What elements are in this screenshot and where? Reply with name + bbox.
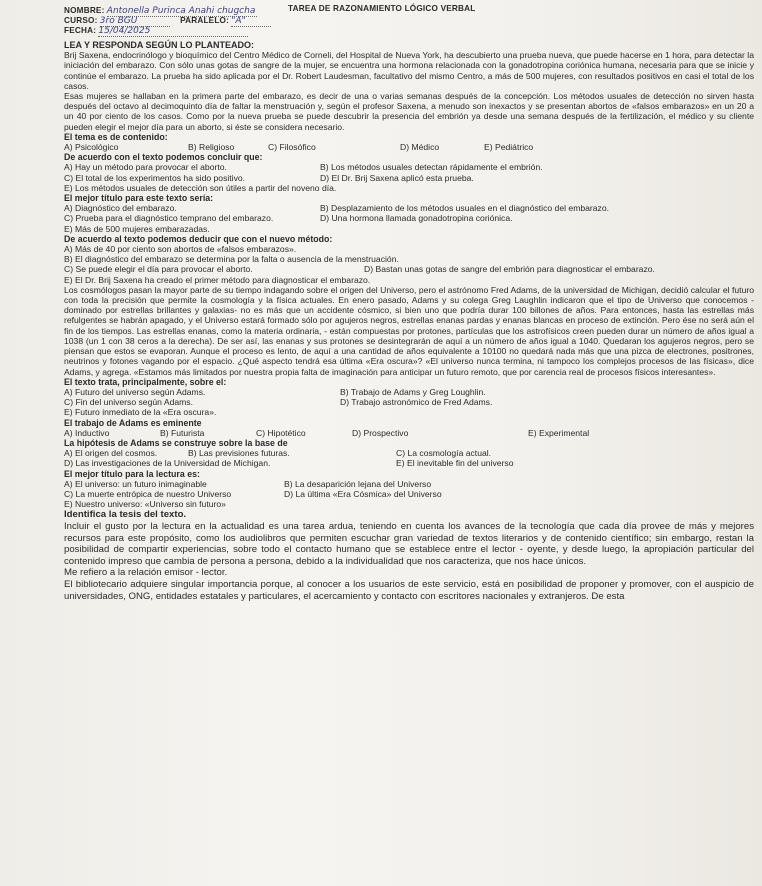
q8-option[interactable]: B) La desaparición lejana del Universo: [284, 478, 432, 489]
q5-stem: El texto trata, principalmente, sobre el:: [64, 376, 227, 387]
q4-option[interactable]: A) Más de 40 por ciento son abortos de «falsos embarazos».: [64, 244, 297, 255]
section1-paragraph-2: Esas mujeres se hallaban en la primera parte del embarazo, es decir de una o varias semanas después de la concepción. Los métodos usuales de detección no sirven hasta después del octavo al decimoquinto día de faltar la menstruación y, según el profesor Saxena, a menudo son inexactos y se presentan abortos de «falsos embarazos» en un 20 a un 40 por ciento de los casos. Como por la nueva prueba se puede descubrir la presencia del embrión ya desde una semana después de la fertilización, el médico y su cliente pueden elegir el mejor día para un aborto, si éste se considera necesario.: [64, 91, 754, 132]
q5-option[interactable]: C) Fin del universo según Adams.: [64, 397, 193, 408]
paralelo-label: PARALELO:: [180, 16, 230, 25]
q2-option[interactable]: E) Los métodos usuales de detección son útiles a partir del noveno día.: [64, 182, 337, 193]
fecha-row: [64, 26, 248, 37]
q5-option[interactable]: B) Trabajo de Adams y Greg Loughlin.: [340, 386, 486, 397]
worksheet-body: [64, 40, 754, 602]
q7-stem: La hipótesis de Adams se construye sobre la base de: [64, 437, 288, 448]
section1-paragraph-1: Brij Saxena, endocrinólogo y bioquímico del Centro Médico de Corneli, del Hospital de Nueva York, ha descubierto una prueba nueva, que puede hacerse en 1 hora, para detectar la iniciación del embarazo. Con sólo unas gotas de sangre de la mujer, se encuentra una hormona relacionada con la gonadotropina coriónica humana, necesaria para que se inicie y continúe el embarazo. La prueba ha sido aplicada por el Dr. Robert Laudesman, facultativo del mismo Centro, a más de 500 mujeres, con resultados positivos en casi el total de los casos.: [64, 50, 754, 91]
q5-option[interactable]: A) Futuro del universo según Adams.: [64, 386, 206, 397]
q9-stem: Identifica la tesis del texto.: [64, 509, 187, 521]
q4-option[interactable]: B) El diagnóstico del embarazo se determina por la falta o ausencia de la menstruación.: [64, 254, 399, 265]
curso-label: CURSO:: [64, 16, 98, 25]
q4-option[interactable]: C) Se puede elegir el día para provocar el aborto.: [64, 264, 253, 275]
q7-option[interactable]: A) El origen del cosmos.: [64, 448, 158, 459]
q1-options: [64, 142, 754, 152]
q4-stem: De acuerdo al texto podemos deducir que con el nuevo método:: [64, 233, 333, 244]
q10-stem: Me refiero a la relación emisor - lector.: [64, 567, 228, 579]
q6-option[interactable]: A) Inductivo: [64, 427, 110, 438]
q7-option[interactable]: C) La cosmología actual.: [396, 448, 492, 459]
q1-option[interactable]: A) Psicológico: [64, 142, 119, 153]
q8-option[interactable]: D) La última «Era Cósmica» del Universo: [284, 488, 442, 499]
q8-options: [64, 479, 754, 510]
q2-options: [64, 162, 754, 193]
q9-paragraph: Incluir el gusto por la lectura en la actualidad es una tarea ardua, teniendo en cuenta los avances de la tecnología que cada día provee de más y mejores recursos para este propósito, como los audiolibros que permiten escuchar gran variedad de textos literarios y de contenido científico; sin embargo, restan la posibilidad de compartir experiencias, sobre todo el contacto humano que se establece entre el lector - oyente, y desde luego, la apropiación particular del contenido impreso que cambia de persona a persona, debido a la individualidad que nos caracteriza, que nos hace únicos.: [64, 520, 754, 567]
q2-option[interactable]: B) Los métodos usuales detectan rápidamente el embrión.: [320, 162, 543, 173]
q8-option[interactable]: C) La muerte entrópica de nuestro Universo: [64, 488, 232, 499]
section2-paragraph: Los cosmólogos pasan la mayor parte de su tiempo indagando sobre el origen del Universo, pero el astrónomo Fred Adams, de la universidad de Michigan, decidió calcular el futuro con toda la precisión que permite la cosmología y la física actuales. En enero pasado, Adams y su colega Greg Laughlin indicaron que el tipo de Universo que conocemos - dominado por estrellas brillantes y galaxias- no es más que un accidente cósmico, si bien uno que podría durar 100 billones de años. Para entonces, hasta las estrellas más refulgentes se habrán apagado, y el Universo estará formado sólo por agujeros negros, estrellas enanas pardas y enanas blancas en proceso de extinción. Pero ése no será aún el fin de los tiempos. Las estrellas enanas, como la materia ordinaria, - están compuestas por protones, partículas que los astrofísicos creen pueden durar un número de años igual a 1038 (un 1 con 38 ceros a la derecha). De ser así, las enanas y sus protones se desintegrarán de aquí a un número de años igual a 1040. Quedaran los agujeros negros, pero se piensan que estos se evaporan. Aunque el proceso es lento, de aquí a una cantidad de años equivalente a 10100 no quedará nada más que una pizca de electrones, positrones, neutrinos y fotones vagando por el espacio. ¿Qué aspecto tendrá esa última «Era oscura»? «El universo nunca termina, ni tampoco los complejos procesos de las físicas», dice Adams, y agrega. «Estamos más limitados por nuestra propia falta de imaginación para anticipar un futuro remoto, que por carencia real de procesos físicos interesantes».: [64, 284, 754, 377]
q6-options: [64, 428, 754, 438]
q8-option[interactable]: A) El universo: un futuro inimaginable: [64, 478, 207, 489]
q3-option[interactable]: D) Una hormona llamada gonadotropina coriónica.: [320, 213, 513, 224]
q6-option[interactable]: D) Prospectivo: [352, 427, 409, 438]
q10-paragraph: El bibliotecario adquiere singular importancia porque, al conocer a los usuarios de este servicio, está en posibilidad de proponer y promover, con el auspicio de universidades, ONG, entidades estatales y particulares, el acercamiento y contacto con escritores nacionales y extranjeros. De esta: [64, 578, 754, 602]
paralelo-value: "A": [231, 17, 271, 27]
fecha-value: 15/04/2025: [98, 27, 248, 37]
q6-option[interactable]: C) Hipotético: [256, 427, 306, 438]
q5-option[interactable]: E) Futuro inmediato de la «Era oscura».: [64, 407, 217, 418]
q2-option[interactable]: C) El total de los experimentos ha sido positivo.: [64, 172, 246, 183]
nombre-value: Antonella Purinca Anahi chugcha: [106, 6, 256, 16]
q6-option[interactable]: B) Futurista: [160, 427, 205, 438]
q8-option[interactable]: E) Nuestro universo: «Universo sin futuro»: [64, 499, 226, 510]
q7-options: [64, 448, 754, 468]
q7-option[interactable]: D) Las investigaciones de la Universidad de Michigan.: [64, 458, 271, 469]
q3-option[interactable]: C) Prueba para el diagnóstico temprano del embarazo.: [64, 213, 274, 224]
final-section: [64, 509, 754, 602]
q4-options: [64, 244, 754, 285]
q3-options: [64, 203, 754, 234]
nombre-label: NOMBRE:: [64, 6, 105, 15]
q1-option[interactable]: E) Pediátrico: [484, 142, 534, 153]
q3-option[interactable]: B) Desplazamiento de los métodos usuales en el diagnóstico del embarazo.: [320, 203, 610, 214]
q7-option[interactable]: B) Las previsiones futuras.: [188, 448, 290, 459]
q2-stem: De acuerdo con el texto podemos concluir que:: [64, 152, 263, 163]
q2-option[interactable]: D) El Dr. Brij Saxena aplicó esta prueba.: [320, 172, 474, 183]
q3-option[interactable]: E) Más de 500 mujeres embarazadas.: [64, 223, 210, 234]
q2-option[interactable]: A) Hay un método para provocar el aborto.: [64, 162, 227, 173]
q1-option[interactable]: C) Filosófico: [268, 142, 316, 153]
fecha-label: FECHA:: [64, 26, 97, 35]
q3-option[interactable]: A) Diagnóstico del embarazo.: [64, 203, 177, 214]
curso-value: 3ro BGU: [100, 17, 170, 27]
q1-stem: El tema es de contenido:: [64, 131, 168, 142]
q3-stem: El mejor título para este texto sería:: [64, 193, 214, 204]
q5-option[interactable]: D) Trabajo astronómico de Fred Adams.: [340, 397, 493, 408]
q6-option[interactable]: E) Experimental: [528, 427, 590, 438]
q4-option[interactable]: E) El Dr. Brij Saxena ha creado el primer método para diagnosticar el embarazo.: [64, 274, 371, 285]
q1-option[interactable]: D) Médico: [400, 142, 440, 153]
q7-option[interactable]: E) El inevitable fin del universo: [396, 458, 514, 469]
q4-option[interactable]: D) Bastan unas gotas de sangre del embrión para diagnosticar el embarazo.: [364, 264, 655, 275]
section1-heading: LEA Y RESPONDA SEGÚN LO PLANTEADO:: [64, 40, 255, 50]
q6-stem: El trabajo de Adams es eminente: [64, 417, 202, 428]
worksheet-title: TAREA DE RAZONAMIENTO LÓGICO VERBAL: [288, 4, 476, 13]
q5-options: [64, 387, 754, 418]
q1-option[interactable]: B) Religioso: [188, 142, 235, 153]
q8-stem: El mejor título para la lectura es:: [64, 468, 200, 479]
